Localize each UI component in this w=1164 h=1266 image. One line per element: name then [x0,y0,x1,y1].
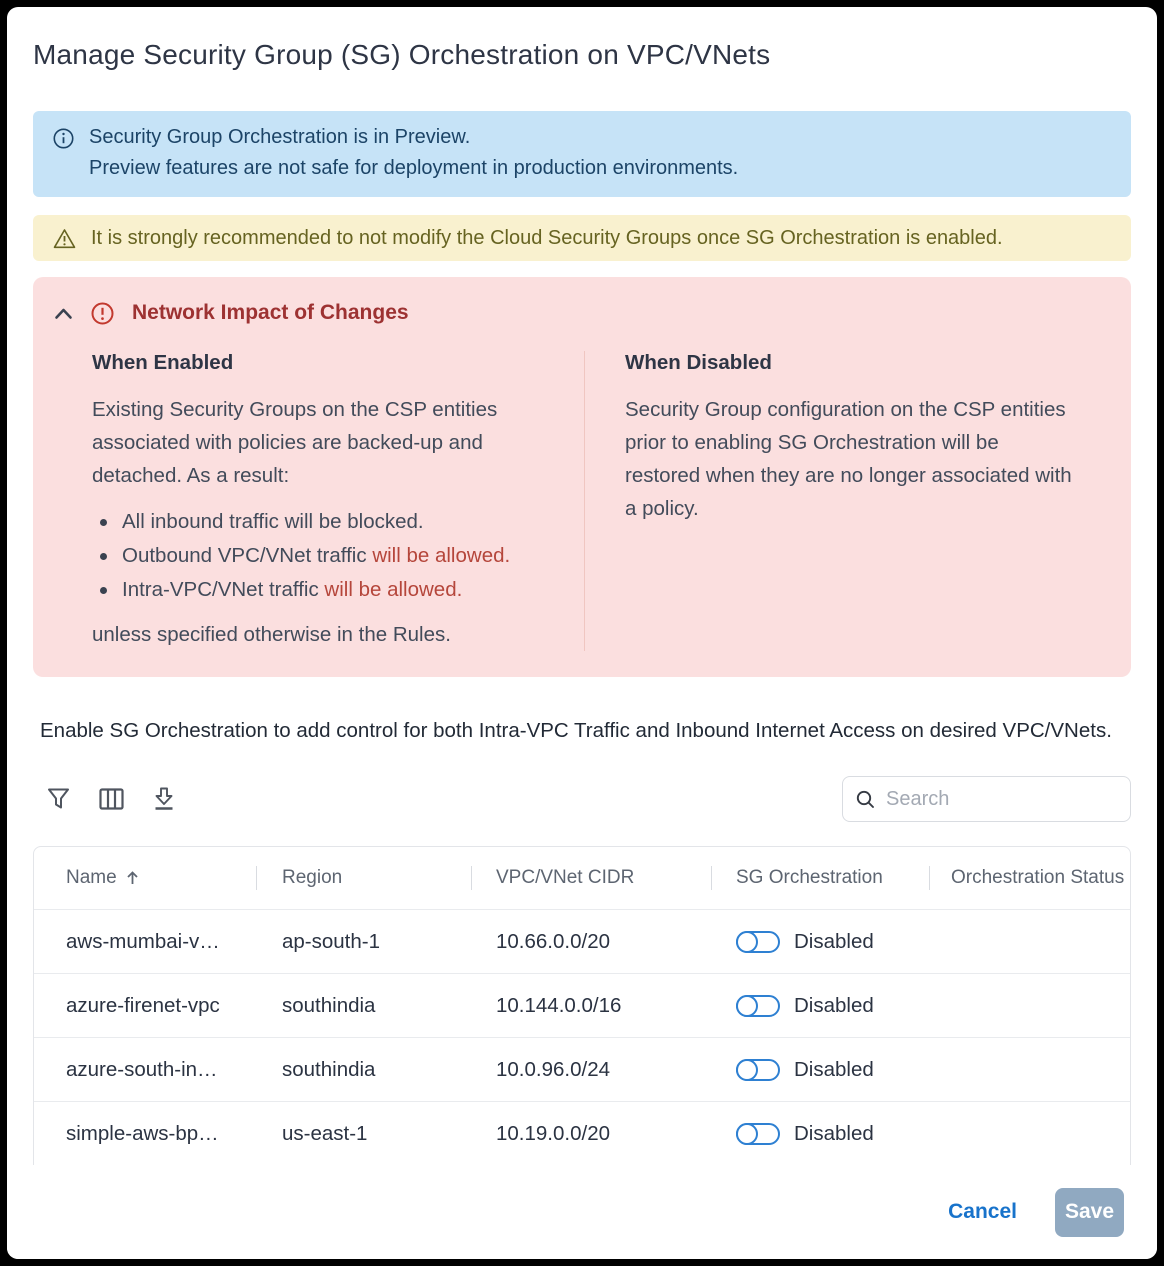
toggle-state-label: Disabled [794,929,874,953]
cell-name: azure-south-in… [66,1057,218,1081]
bullet-text: Outbound VPC/VNet traffic [122,544,373,567]
cell-name: azure-firenet-vpc [66,993,220,1017]
cell-cidr: 10.19.0.0/20 [496,1121,610,1145]
table-row [34,973,1130,1037]
sg-toggle[interactable] [736,1059,780,1081]
toggle-state-label: Disabled [794,1057,874,1081]
warning-icon [53,228,76,249]
cell-name: simple-aws-bp… [66,1121,219,1145]
sg-toggle[interactable] [736,995,780,1017]
cell-region: southindia [282,1057,376,1081]
cell-sg-orchestration [711,930,929,954]
column-header-orchestration-status[interactable] [929,867,1130,889]
sort-ascending-icon [125,870,140,886]
when-enabled-bullet-list [92,505,542,607]
table-row [34,909,1130,973]
cell-cidr: 10.144.0.0/16 [496,993,622,1017]
manage-sg-orchestration-dialog [7,7,1157,1259]
network-impact-header[interactable] [33,301,1131,325]
save-button[interactable]: Save [1055,1188,1124,1237]
warning-banner [33,215,1131,261]
cell-region: us-east-1 [282,1121,368,1145]
search-box[interactable] [842,776,1131,822]
table-toolbar [33,776,1131,822]
info-banner-line2: Preview features are not safe for deployment in production environments. [89,157,739,179]
info-banner-text [89,122,738,184]
column-header-cidr[interactable] [471,867,711,889]
columns-icon[interactable] [99,788,124,810]
cell-sg-orchestration [711,994,929,1018]
bullet-highlight: will be allowed. [372,544,511,567]
column-label-name: Name [66,867,117,888]
when-enabled-outro: unless specified otherwise in the Rules. [92,623,451,646]
warning-banner-text: It is strongly recommended to not modify the Cloud Security Groups once SG Orchestration is enabled. [91,227,1003,249]
chevron-up-icon[interactable] [54,307,73,320]
impact-bullet [92,539,542,573]
network-impact-panel [33,277,1131,677]
toggle-knob [736,1123,758,1145]
cell-cidr: 10.0.96.0/24 [496,1057,610,1081]
network-impact-title: Network Impact of Changes [132,301,409,324]
bullet-text: Intra-VPC/VNet traffic [122,578,325,601]
column-label-region: Region [282,867,343,888]
cell-name: aws-mumbai-v… [66,929,220,953]
filter-icon[interactable] [47,787,70,811]
cell-cidr: 10.66.0.0/20 [496,929,610,953]
when-enabled-column [33,351,584,651]
toggle-state-label: Disabled [794,993,874,1017]
when-disabled-body: Security Group configuration on the CSP entities prior to enabling SG Orchestration will be restored when they are no longer associated with a policy. [625,398,1072,520]
table-row [34,1101,1130,1165]
impact-bullet [92,505,542,539]
table-body [34,909,1130,1165]
vpc-table [33,846,1131,1192]
column-header-region[interactable] [256,867,471,889]
info-banner-line1: Security Group Orchestration is in Preview. [89,126,471,148]
cell-region: ap-south-1 [282,929,381,953]
toggle-knob [736,931,758,953]
when-disabled-heading: When Disabled [625,351,772,374]
impact-bullet [92,573,542,607]
cell-sg-orchestration [711,1058,929,1082]
column-header-name[interactable] [34,867,256,889]
search-input[interactable] [886,788,1117,811]
table-header-row [34,847,1130,909]
cell-region: southindia [282,993,376,1017]
toggle-knob [736,1059,758,1081]
dialog-footer [7,1165,1157,1259]
bullet-highlight: will be allowed. [324,578,463,601]
column-label-cidr: VPC/VNet CIDR [496,867,635,888]
column-label-orchestration-status: Orchestration Status [951,867,1125,888]
column-label-sg-orchestration: SG Orchestration [736,867,883,888]
column-header-sg-orchestration[interactable] [711,867,929,889]
when-disabled-column [585,351,1131,651]
when-enabled-intro: Existing Security Groups on the CSP entities associated with policies are backed-up and detached. As a result: [92,398,498,487]
preview-info-banner [33,111,1131,197]
download-icon[interactable] [153,787,175,811]
enable-sg-description: Enable SG Orchestration to add control for both Intra-VPC Traffic and Inbound Internet Access on desired VPC/VNets. [40,719,1112,742]
alert-circle-icon [91,302,114,325]
search-icon [856,790,875,809]
bullet-text: All inbound traffic will be blocked. [122,510,424,533]
page-title: Manage Security Group (SG) Orchestration on VPC/VNets [33,39,771,70]
table-row [34,1037,1130,1101]
when-enabled-heading: When Enabled [92,351,234,374]
cell-sg-orchestration [711,1122,929,1146]
sg-toggle[interactable] [736,931,780,953]
toggle-knob [736,995,758,1017]
sg-toggle[interactable] [736,1123,780,1145]
cancel-button[interactable]: Cancel [948,1200,1017,1223]
toggle-state-label: Disabled [794,1121,874,1145]
info-icon [53,128,74,184]
